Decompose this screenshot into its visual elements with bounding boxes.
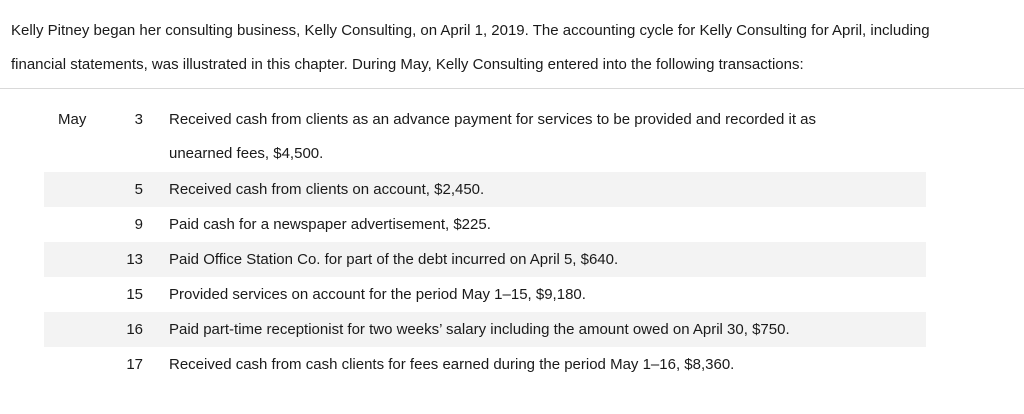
transaction-description — [143, 103, 926, 171]
table-row — [44, 172, 926, 207]
table-row — [44, 277, 926, 312]
day-number: 15 — [126, 286, 143, 303]
intro-paragraph — [11, 14, 1016, 82]
description-line-1: Received cash from clients as an advance payment for services to be provided and recorded it as — [169, 111, 817, 128]
day-number: 3 — [134, 111, 143, 128]
day-number: 17 — [126, 356, 143, 373]
day-number: 5 — [134, 181, 143, 198]
description-line-2: unearned fees, $4,500. — [169, 145, 324, 162]
table-row — [44, 207, 926, 242]
section-divider — [0, 88, 1024, 89]
transaction-description: Received cash from cash clients for fees earned during the period May 1–16, $8,360. — [169, 356, 735, 373]
intro-line-1: Kelly Pitney began her consulting business, Kelly Consulting, on April 1, 2019. The accounting cycle for Kelly Consulting for April, including — [11, 22, 930, 39]
transaction-description: Received cash from clients on account, $2,450. — [169, 181, 485, 198]
transaction-description: Paid part-time receptionist for two weeks’ salary including the amount owed on April 30, $750. — [169, 321, 790, 338]
transaction-description: Paid Office Station Co. for part of the debt incurred on April 5, $640. — [169, 251, 619, 268]
intro-line-2: financial statements, was illustrated in this chapter. During May, Kelly Consulting entered into the following transactions: — [11, 56, 804, 73]
table-row — [44, 347, 926, 382]
month-label: May — [58, 111, 87, 128]
table-row — [44, 312, 926, 347]
transaction-description: Provided services on account for the period May 1–15, $9,180. — [169, 286, 586, 303]
day-number: 13 — [126, 251, 143, 268]
day-number: 16 — [126, 321, 143, 338]
table-row — [44, 242, 926, 277]
day-number: 9 — [134, 216, 143, 233]
transaction-description: Paid cash for a newspaper advertisement, $225. — [169, 216, 491, 233]
table-row — [44, 103, 926, 172]
transactions-table — [44, 103, 926, 382]
